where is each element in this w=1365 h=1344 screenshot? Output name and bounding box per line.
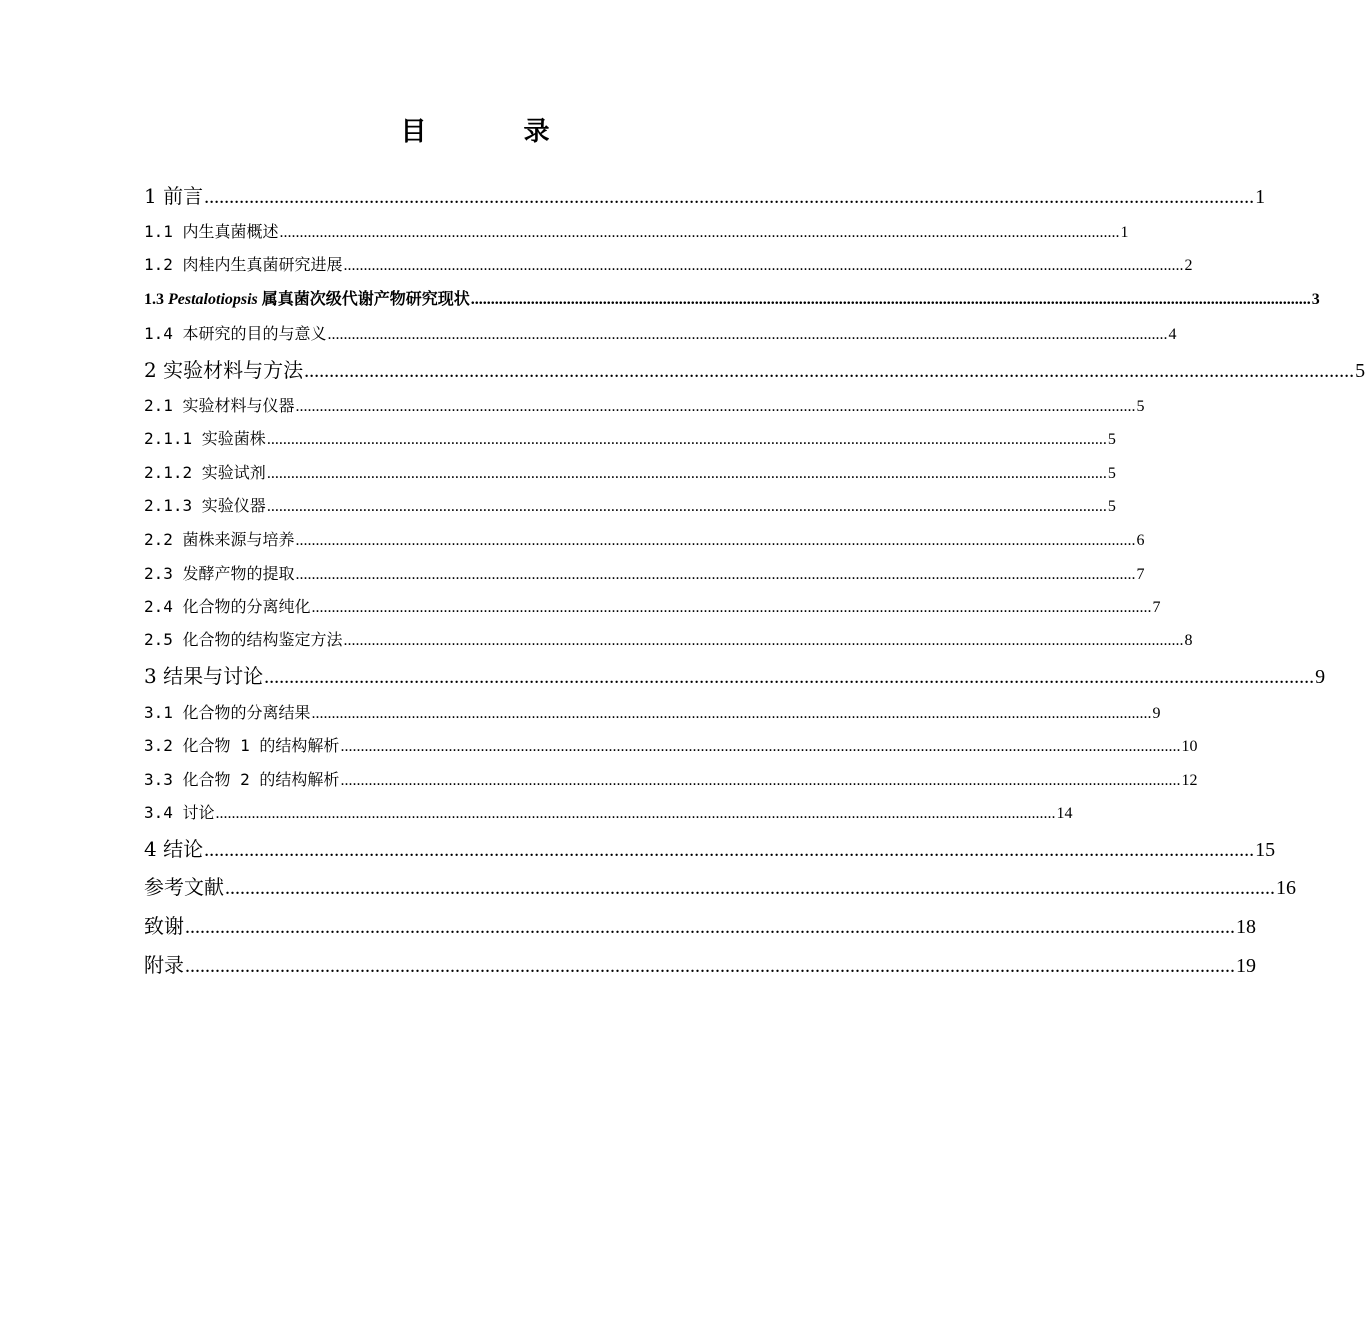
- toc-entry-page: 2: [1184, 257, 1193, 274]
- toc-entry-page: 7: [1136, 566, 1145, 583]
- toc-leader-dots: ..................................................................................................................................................................................................................: [204, 839, 1255, 861]
- toc-entry: [144, 493, 1116, 516]
- toc-entry-page: 5: [1107, 498, 1116, 515]
- toc-entry-page: 12: [1181, 772, 1198, 789]
- toc-entry-page: 1: [1120, 224, 1129, 241]
- toc-entry-page: 10: [1181, 738, 1198, 755]
- toc-entry-page: 9: [1315, 666, 1326, 688]
- toc-entry: [144, 286, 1320, 309]
- toc-entry-title: 1.1 内生真菌概述: [144, 222, 279, 241]
- toc-entry-page: 16: [1276, 877, 1296, 899]
- toc-leader-dots: ..................................................................................................................................................................................................................: [225, 877, 1275, 899]
- toc-entry: [144, 594, 1161, 617]
- toc-leader-dots: ..................................................................................................................................................................................................................: [343, 257, 1184, 274]
- toc-leader-dots: ..................................................................................................................................................................................................................: [340, 738, 1181, 755]
- toc-entry-page: 15: [1255, 839, 1276, 861]
- toc-entry-title: 2.5 化合物的结构鉴定方法: [144, 630, 343, 649]
- toc-entry-title: 2.1.2 实验试剂: [144, 463, 266, 482]
- toc-entry-title: 3.3 化合物 2 的结构解析: [144, 770, 340, 789]
- toc-leader-dots: ..................................................................................................................................................................................................................: [327, 326, 1168, 343]
- toc-leader-dots: ..................................................................................................................................................................................................................: [340, 772, 1181, 789]
- toc-entry: [144, 700, 1161, 723]
- toc-entry-title: 2.1.1 实验菌株: [144, 429, 266, 448]
- toc-entry-title: 2.1.3 实验仪器: [144, 496, 266, 515]
- toc-entry-page: 19: [1236, 955, 1256, 977]
- toc-leader-dots: ..................................................................................................................................................................................................................: [185, 955, 1235, 977]
- toc-entry: [144, 627, 1193, 650]
- toc-leader-dots: ..................................................................................................................................................................................................................: [264, 666, 1315, 688]
- toc-leader-dots: ..................................................................................................................................................................................................................: [295, 566, 1136, 583]
- toc-entry-page: 14: [1056, 805, 1073, 822]
- toc-entry: [144, 460, 1116, 483]
- toc-entry-page: 4: [1168, 326, 1177, 343]
- toc-entry: [144, 833, 1276, 862]
- toc-entry: [144, 219, 1129, 242]
- toc-entry: [144, 800, 1073, 823]
- toc-entry: [144, 180, 1266, 209]
- toc-entry: [144, 321, 1177, 344]
- toc-entry-page: 6: [1136, 532, 1145, 549]
- toc-entry: [144, 527, 1145, 550]
- toc-entry-title: 1.2 肉桂内生真菌研究进展: [144, 255, 343, 274]
- toc-entry: [144, 252, 1193, 275]
- toc-entry-genus-name: Pestalotiopsis: [168, 291, 258, 308]
- toc-entry: [144, 910, 1256, 939]
- toc-entry-title: [144, 286, 470, 309]
- toc-entry: [144, 354, 1365, 383]
- toc-leader-dots: ..................................................................................................................................................................................................................: [215, 805, 1056, 822]
- toc-entry-title: 3 结果与讨论: [144, 664, 264, 688]
- toc-entry-title: 3.4 讨论: [144, 803, 215, 822]
- toc-entry-page: 5: [1107, 465, 1116, 482]
- toc-entry-number: 1.3: [144, 291, 168, 308]
- toc-leader-dots: ..................................................................................................................................................................................................................: [266, 431, 1107, 448]
- toc-entry-page: 1: [1255, 186, 1266, 208]
- toc-leader-dots: ..................................................................................................................................................................................................................: [470, 291, 1311, 308]
- toc-entry-title: 4 结论: [144, 837, 204, 861]
- toc-entry-page: 18: [1236, 916, 1256, 938]
- toc-entry-title: 参考文献: [144, 875, 224, 899]
- toc-leader-dots: ..................................................................................................................................................................................................................: [311, 599, 1152, 616]
- page-title: 目 录: [400, 117, 594, 147]
- toc-leader-dots: ..................................................................................................................................................................................................................: [311, 705, 1152, 722]
- toc-entry: [144, 561, 1145, 584]
- toc-entry: [144, 660, 1326, 689]
- toc-entry: [144, 733, 1198, 756]
- toc-entry-page: 3: [1311, 291, 1320, 308]
- toc-entry-title: 2.3 发酵产物的提取: [144, 564, 295, 583]
- toc-entry-title: 3.2 化合物 1 的结构解析: [144, 736, 340, 755]
- toc-leader-dots: ..................................................................................................................................................................................................................: [343, 632, 1184, 649]
- toc-leader-dots: ..................................................................................................................................................................................................................: [266, 465, 1107, 482]
- toc-entry-page: 7: [1152, 599, 1161, 616]
- toc-entry-title: 1 前言: [144, 184, 204, 208]
- toc-entry-title: 2 实验材料与方法: [144, 358, 304, 382]
- toc-leader-dots: ..................................................................................................................................................................................................................: [279, 224, 1120, 241]
- toc-leader-dots: ..................................................................................................................................................................................................................: [295, 532, 1136, 549]
- toc-entry-page: 5: [1355, 360, 1365, 382]
- toc-leader-dots: ..................................................................................................................................................................................................................: [185, 916, 1235, 938]
- toc-entry-page: 8: [1184, 632, 1193, 649]
- toc-entry: [144, 767, 1198, 790]
- toc-entry-page: 9: [1152, 705, 1161, 722]
- toc-leader-dots: ..................................................................................................................................................................................................................: [304, 360, 1355, 382]
- toc-entry-title: 3.1 化合物的分离结果: [144, 703, 311, 722]
- toc-entry-page: 5: [1136, 398, 1145, 415]
- toc-leader-dots: ..................................................................................................................................................................................................................: [266, 498, 1107, 515]
- toc-entry-title: 2.2 菌株来源与培养: [144, 530, 295, 549]
- toc-entry-page: 5: [1107, 431, 1116, 448]
- toc-entry-title: 附录: [144, 953, 184, 977]
- toc-entry-title: 2.1 实验材料与仪器: [144, 396, 295, 415]
- toc-entry-title: 2.4 化合物的分离纯化: [144, 597, 311, 616]
- toc-leader-dots: ..................................................................................................................................................................................................................: [295, 398, 1136, 415]
- toc-entry: [144, 871, 1296, 900]
- toc-entry-title: 致谢: [144, 914, 184, 938]
- toc-entry: [144, 426, 1116, 449]
- toc-entry: [144, 949, 1256, 978]
- toc-entry-title-rest: 属真菌次级代谢产物研究现状: [257, 291, 470, 308]
- toc-entry-title: 1.4 本研究的目的与意义: [144, 324, 327, 343]
- toc-entry: [144, 393, 1145, 416]
- toc-leader-dots: ..................................................................................................................................................................................................................: [204, 186, 1255, 208]
